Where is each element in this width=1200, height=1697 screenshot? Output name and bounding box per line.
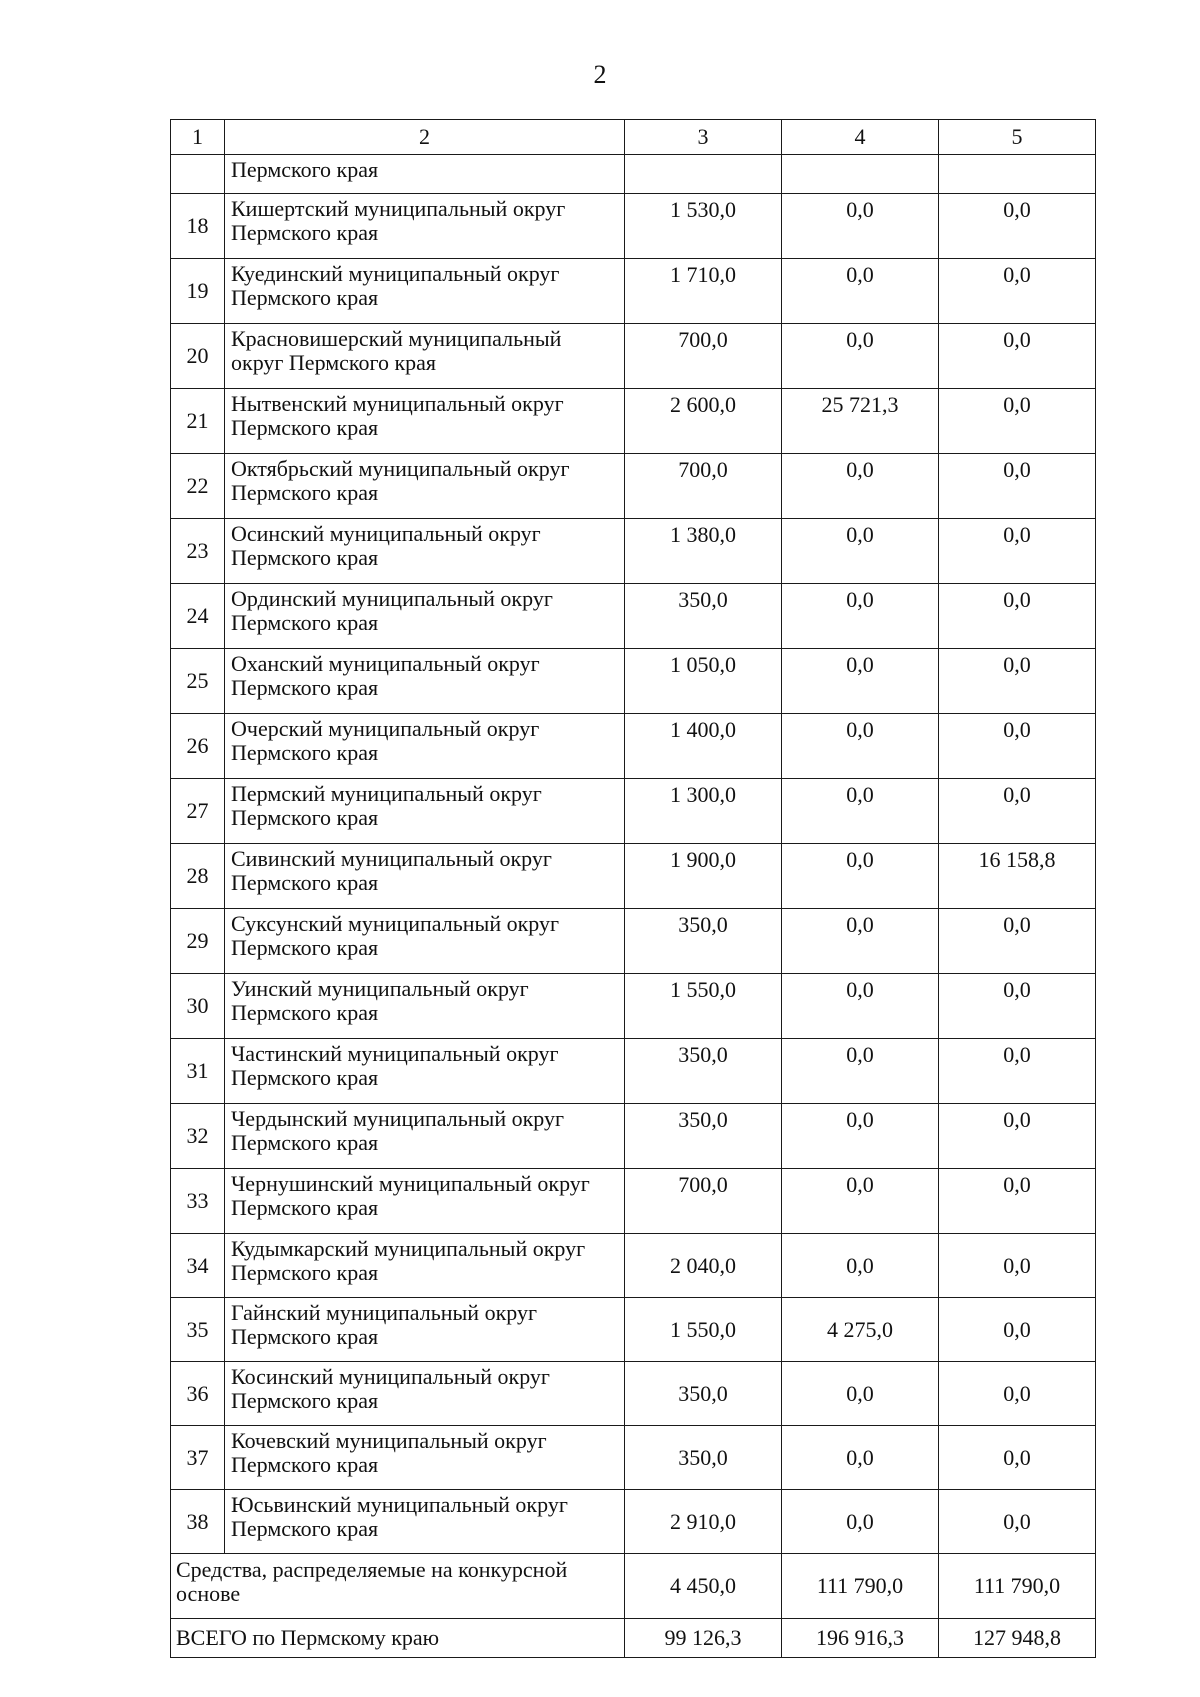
value-col-5: 0,0 (939, 194, 1096, 259)
value-col-5: 0,0 (939, 1039, 1096, 1104)
value-col-4: 0,0 (782, 324, 939, 389)
table-row (171, 974, 1096, 1039)
value-col-3: 350,0 (625, 909, 782, 974)
value-col-3: 350,0 (625, 1039, 782, 1104)
value-col-3: 1 400,0 (625, 714, 782, 779)
summary-col-3: 4 450,0 (625, 1554, 782, 1619)
value-col-4: 0,0 (782, 454, 939, 519)
value-col-5: 0,0 (939, 389, 1096, 454)
value-col-3: 1 050,0 (625, 649, 782, 714)
value-col-5: 0,0 (939, 259, 1096, 324)
header-col-5: 5 (939, 120, 1096, 155)
municipality-name: Юсьвинский муниципальный округ Пермского края (225, 1490, 625, 1554)
value-col-4: 0,0 (782, 259, 939, 324)
table-row (171, 714, 1096, 779)
municipality-name: Пермского края (225, 155, 625, 194)
row-number (171, 155, 225, 194)
municipality-name: Гайнский муниципальный округ Пермского края (225, 1298, 625, 1362)
table-row (171, 519, 1096, 584)
value-col-5: 16 158,8 (939, 844, 1096, 909)
table-row (171, 194, 1096, 259)
row-number: 29 (171, 909, 225, 974)
value-col-5: 0,0 (939, 1169, 1096, 1234)
municipality-name: Октябрьский муниципальный округ Пермского края (225, 454, 625, 519)
row-number: 30 (171, 974, 225, 1039)
value-col-5: 0,0 (939, 1362, 1096, 1426)
total-row (171, 1619, 1096, 1658)
row-number: 31 (171, 1039, 225, 1104)
value-col-4: 0,0 (782, 1490, 939, 1554)
total-col-4: 196 916,3 (782, 1619, 939, 1658)
value-col-5: 0,0 (939, 649, 1096, 714)
value-col-3: 1 530,0 (625, 194, 782, 259)
municipality-name: Сивинский муниципальный округ Пермского края (225, 844, 625, 909)
row-number: 34 (171, 1234, 225, 1298)
table-row (171, 584, 1096, 649)
total-col-3: 99 126,3 (625, 1619, 782, 1658)
row-number: 24 (171, 584, 225, 649)
value-col-3: 1 550,0 (625, 974, 782, 1039)
value-col-5: 0,0 (939, 1104, 1096, 1169)
value-col-4: 0,0 (782, 974, 939, 1039)
value-col-5: 0,0 (939, 1426, 1096, 1490)
header-col-4: 4 (782, 120, 939, 155)
value-col-5: 0,0 (939, 454, 1096, 519)
table-row (171, 844, 1096, 909)
row-number: 33 (171, 1169, 225, 1234)
header-col-2: 2 (225, 120, 625, 155)
table-row (171, 909, 1096, 974)
total-label: ВСЕГО по Пермскому краю (171, 1619, 625, 1658)
municipality-name: Куединский муниципальный округ Пермского края (225, 259, 625, 324)
summary-row (171, 1554, 1096, 1619)
summary-col-5: 111 790,0 (939, 1554, 1096, 1619)
table-row (171, 1104, 1096, 1169)
value-col-4: 0,0 (782, 1169, 939, 1234)
value-col-5: 0,0 (939, 974, 1096, 1039)
value-col-3: 1 380,0 (625, 519, 782, 584)
row-number: 22 (171, 454, 225, 519)
table-body (171, 120, 1096, 1658)
value-col-5: 0,0 (939, 714, 1096, 779)
value-col-4: 0,0 (782, 1234, 939, 1298)
value-col-4: 0,0 (782, 584, 939, 649)
row-number: 26 (171, 714, 225, 779)
value-col-3: 1 710,0 (625, 259, 782, 324)
header-col-1: 1 (171, 120, 225, 155)
row-number: 27 (171, 779, 225, 844)
row-number: 32 (171, 1104, 225, 1169)
row-number: 21 (171, 389, 225, 454)
summary-label: Средства, распределяемые на конкурсной основе (171, 1554, 625, 1619)
value-col-5: 0,0 (939, 909, 1096, 974)
table-row (171, 1234, 1096, 1298)
continuation-row (171, 155, 1096, 194)
table-row (171, 649, 1096, 714)
value-col-5: 0,0 (939, 584, 1096, 649)
row-number: 36 (171, 1362, 225, 1426)
table-row (171, 1490, 1096, 1554)
municipality-name: Осинский муниципальный округ Пермского края (225, 519, 625, 584)
value-col-3: 700,0 (625, 454, 782, 519)
value-col-4: 0,0 (782, 909, 939, 974)
municipality-name: Кудымкарский муниципальный округ Пермского края (225, 1234, 625, 1298)
value-col-4: 0,0 (782, 194, 939, 259)
value-col-4: 0,0 (782, 1426, 939, 1490)
municipality-name: Косинский муниципальный округ Пермского края (225, 1362, 625, 1426)
value-col-4: 0,0 (782, 779, 939, 844)
municipality-name: Чернушинский муниципальный округ Пермского края (225, 1169, 625, 1234)
table-row (171, 1169, 1096, 1234)
row-number: 20 (171, 324, 225, 389)
value-col-3: 350,0 (625, 1426, 782, 1490)
table-row (171, 779, 1096, 844)
value-col-4: 0,0 (782, 649, 939, 714)
table-row (171, 1039, 1096, 1104)
value-col-5: 0,0 (939, 324, 1096, 389)
row-number: 35 (171, 1298, 225, 1362)
row-number: 18 (171, 194, 225, 259)
table-row (171, 389, 1096, 454)
value-col-3: 2 600,0 (625, 389, 782, 454)
municipality-name: Суксунский муниципальный округ Пермского края (225, 909, 625, 974)
municipality-name: Ординский муниципальный округ Пермского края (225, 584, 625, 649)
value-col-4: 0,0 (782, 519, 939, 584)
municipality-name: Красновишерский муниципальный округ Пермского края (225, 324, 625, 389)
municipality-name: Кочевский муниципальный округ Пермского края (225, 1426, 625, 1490)
table-row (171, 1426, 1096, 1490)
table-row (171, 324, 1096, 389)
allocation-table (170, 119, 1096, 1658)
row-number: 23 (171, 519, 225, 584)
header-col-3: 3 (625, 120, 782, 155)
table-row (171, 259, 1096, 324)
value-col-4: 4 275,0 (782, 1298, 939, 1362)
value-col-3: 700,0 (625, 324, 782, 389)
municipality-name: Кишертский муниципальный округ Пермского края (225, 194, 625, 259)
page-number: 2 (593, 60, 607, 89)
total-col-5: 127 948,8 (939, 1619, 1096, 1658)
value-col-3: 2 040,0 (625, 1234, 782, 1298)
municipality-name: Частинский муниципальный округ Пермского края (225, 1039, 625, 1104)
table-row (171, 454, 1096, 519)
header-row (171, 120, 1096, 155)
row-number: 38 (171, 1490, 225, 1554)
value-col-5 (939, 155, 1096, 194)
row-number: 19 (171, 259, 225, 324)
municipality-name: Нытвенский муниципальный округ Пермского края (225, 389, 625, 454)
value-col-4: 25 721,3 (782, 389, 939, 454)
value-col-3: 350,0 (625, 584, 782, 649)
municipality-name: Уинский муниципальный округ Пермского края (225, 974, 625, 1039)
value-col-3: 1 900,0 (625, 844, 782, 909)
value-col-4: 0,0 (782, 1104, 939, 1169)
summary-col-4: 111 790,0 (782, 1554, 939, 1619)
row-number: 28 (171, 844, 225, 909)
value-col-4: 0,0 (782, 1362, 939, 1426)
value-col-3 (625, 155, 782, 194)
value-col-5: 0,0 (939, 519, 1096, 584)
value-col-3: 1 550,0 (625, 1298, 782, 1362)
row-number: 25 (171, 649, 225, 714)
municipality-name: Чердынский муниципальный округ Пермского края (225, 1104, 625, 1169)
value-col-3: 1 300,0 (625, 779, 782, 844)
table-row (171, 1298, 1096, 1362)
value-col-4: 0,0 (782, 844, 939, 909)
value-col-5: 0,0 (939, 1234, 1096, 1298)
municipality-name: Пермский муниципальный округ Пермского края (225, 779, 625, 844)
municipality-name: Очерский муниципальный округ Пермского края (225, 714, 625, 779)
table-row (171, 1362, 1096, 1426)
value-col-4: 0,0 (782, 714, 939, 779)
value-col-5: 0,0 (939, 1490, 1096, 1554)
value-col-5: 0,0 (939, 779, 1096, 844)
value-col-4 (782, 155, 939, 194)
value-col-3: 350,0 (625, 1104, 782, 1169)
value-col-5: 0,0 (939, 1298, 1096, 1362)
value-col-3: 350,0 (625, 1362, 782, 1426)
value-col-3: 700,0 (625, 1169, 782, 1234)
value-col-3: 2 910,0 (625, 1490, 782, 1554)
value-col-4: 0,0 (782, 1039, 939, 1104)
municipality-name: Оханский муниципальный округ Пермского края (225, 649, 625, 714)
row-number: 37 (171, 1426, 225, 1490)
